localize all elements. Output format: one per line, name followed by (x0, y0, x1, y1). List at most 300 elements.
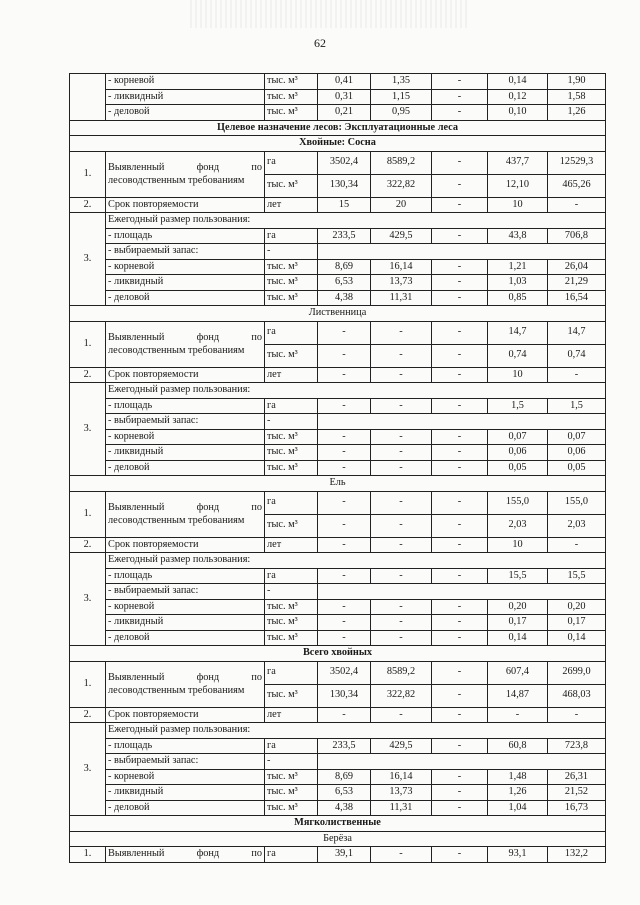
number-cell (70, 74, 106, 121)
value-cell: 1,90 (548, 74, 606, 90)
data-table (69, 73, 606, 863)
stock-row (70, 584, 606, 600)
value-cell: 0,10 (488, 105, 548, 121)
row-label: - выбираемый запас: (106, 584, 265, 600)
value-cell: 12,10 (488, 174, 548, 197)
fund-label-word: по (251, 672, 262, 683)
fund-label-word: Выявленный (108, 848, 165, 860)
item-number: 3. (70, 383, 106, 476)
value-cell: - (488, 707, 548, 723)
area-row (70, 738, 606, 754)
row-label: - площадь (106, 228, 265, 244)
annual-header-row (70, 383, 606, 399)
fund-label-word: фонд (196, 332, 220, 343)
value-cell: - (318, 630, 371, 646)
fund-label-word: фонд (196, 162, 220, 173)
species-header-row (70, 306, 606, 322)
value-cell: 13,73 (371, 785, 432, 801)
unit-cell: тыс. м³ (265, 445, 318, 461)
row-label: - ликвидный (106, 615, 265, 631)
value-cell: 0,06 (548, 445, 606, 461)
value-cell: 155,0 (488, 491, 548, 514)
value-cell: 13,73 (371, 275, 432, 291)
value-cell: 2,03 (548, 514, 606, 537)
section-header-row (70, 646, 606, 662)
value-cell: 0,07 (548, 429, 606, 445)
unit-cell: га (265, 661, 318, 684)
unit-cell: тыс. м³ (265, 89, 318, 105)
value-cell: 20 (371, 197, 432, 213)
section-header-row (70, 136, 606, 152)
stock-detail-row (70, 630, 606, 646)
value-cell: 0,17 (548, 615, 606, 631)
row-label: - выбираемый запас: (106, 754, 265, 770)
value-cell: - (432, 290, 488, 306)
value-cell: - (432, 74, 488, 90)
value-cell: - (318, 460, 371, 476)
value-cell: - (432, 445, 488, 461)
unit-cell: тыс. м³ (265, 105, 318, 121)
species-title: Берёза (70, 831, 606, 847)
value-cell: 1,26 (548, 105, 606, 121)
value-cell: 0,31 (318, 89, 371, 105)
value-cell: - (432, 89, 488, 105)
value-cell: 14,87 (488, 684, 548, 707)
value-cell: 10 (488, 197, 548, 213)
row-label: - выбираемый запас: (106, 414, 265, 430)
fund-label-first-line (108, 849, 262, 859)
value-cell: 0,14 (488, 630, 548, 646)
unit-cell: тыс. м³ (265, 174, 318, 197)
value-cell: 322,82 (371, 174, 432, 197)
value-cell: 322,82 (371, 684, 432, 707)
unit-cell: лет (265, 707, 318, 723)
value-cell: 0,12 (488, 89, 548, 105)
value-cell: 1,03 (488, 275, 548, 291)
value-cell: 39,1 (318, 847, 371, 863)
value-cell: 0,06 (488, 445, 548, 461)
fund-label-first-line (108, 671, 262, 684)
value-cell: 10 (488, 367, 548, 383)
value-cell: - (318, 429, 371, 445)
value-cell: - (318, 367, 371, 383)
value-cell: 607,4 (488, 661, 548, 684)
value-cell: - (371, 344, 432, 367)
fund-label-word: Выявленный (108, 502, 165, 513)
value-cell: - (371, 630, 432, 646)
fund-label (106, 847, 265, 863)
value-cell: - (432, 514, 488, 537)
row-label: - деловой (106, 800, 265, 816)
stock-row (70, 414, 606, 430)
value-cell: - (318, 344, 371, 367)
item-number: 3. (70, 213, 106, 306)
value-cell: - (432, 785, 488, 801)
fund-label (106, 321, 265, 367)
empty-cell (318, 244, 606, 260)
unit-cell: га (265, 321, 318, 344)
value-cell: 0,85 (488, 290, 548, 306)
value-cell: 6,53 (318, 785, 371, 801)
value-cell: 93,1 (488, 847, 548, 863)
unit-cell: - (265, 244, 318, 260)
value-cell: - (548, 197, 606, 213)
unit-cell: тыс. м³ (265, 275, 318, 291)
value-cell: - (432, 429, 488, 445)
row-label: - ликвидный (106, 275, 265, 291)
row-label: - деловой (106, 290, 265, 306)
stock-detail-row (70, 769, 606, 785)
value-cell: 132,2 (548, 847, 606, 863)
value-cell: 0,74 (548, 344, 606, 367)
value-cell: 0,74 (488, 344, 548, 367)
row-label: - корневой (106, 429, 265, 445)
period-row (70, 367, 606, 383)
value-cell: 16,14 (371, 769, 432, 785)
value-cell: 437,7 (488, 151, 548, 174)
value-cell: - (318, 537, 371, 553)
unit-cell: тыс. м³ (265, 429, 318, 445)
value-cell: - (318, 321, 371, 344)
unit-cell: га (265, 491, 318, 514)
value-cell: - (432, 151, 488, 174)
continuation-row (70, 74, 606, 90)
stock-detail-row (70, 275, 606, 291)
value-cell: - (432, 174, 488, 197)
value-cell: 8,69 (318, 769, 371, 785)
value-cell: - (371, 615, 432, 631)
item-number: 2. (70, 197, 106, 213)
fund-row (70, 847, 606, 863)
unit-cell: тыс. м³ (265, 769, 318, 785)
value-cell: - (432, 460, 488, 476)
value-cell: 60,8 (488, 738, 548, 754)
item-number: 1. (70, 847, 106, 863)
value-cell: - (432, 630, 488, 646)
value-cell: 16,14 (371, 259, 432, 275)
value-cell: - (432, 275, 488, 291)
value-cell: - (318, 398, 371, 414)
item-number: 2. (70, 707, 106, 723)
unit-cell: тыс. м³ (265, 684, 318, 707)
value-cell: - (432, 537, 488, 553)
value-cell: 3502,4 (318, 151, 371, 174)
row-label: - корневой (106, 74, 265, 90)
value-cell: - (432, 491, 488, 514)
fund-label-rest: лесоводственным требованиям (108, 175, 245, 186)
value-cell: - (432, 228, 488, 244)
value-cell: 21,29 (548, 275, 606, 291)
fund-label-first-line (108, 501, 262, 514)
fund-label-word: фонд (196, 502, 220, 513)
value-cell: - (371, 707, 432, 723)
fund-label-word: по (251, 162, 262, 173)
annual-header-row (70, 723, 606, 739)
unit-cell: - (265, 754, 318, 770)
fund-label (106, 491, 265, 537)
value-cell: 12529,3 (548, 151, 606, 174)
unit-cell: тыс. м³ (265, 460, 318, 476)
value-cell: - (432, 707, 488, 723)
value-cell: 8589,2 (371, 661, 432, 684)
unit-cell: га (265, 568, 318, 584)
value-cell: 15,5 (488, 568, 548, 584)
unit-cell: тыс. м³ (265, 290, 318, 306)
row-label: - деловой (106, 460, 265, 476)
section-header-row (70, 120, 606, 136)
species-header-row (70, 831, 606, 847)
row-label: - ликвидный (106, 89, 265, 105)
row-label: - корневой (106, 769, 265, 785)
row-label: Ежегодный размер пользования: (106, 723, 606, 739)
stock-detail-row (70, 290, 606, 306)
unit-cell: тыс. м³ (265, 74, 318, 90)
value-cell: - (318, 599, 371, 615)
unit-cell: га (265, 151, 318, 174)
unit-cell: га (265, 398, 318, 414)
unit-cell: тыс. м³ (265, 259, 318, 275)
row-label: Срок повторяемости (106, 707, 265, 723)
row-label: Ежегодный размер пользования: (106, 383, 606, 399)
value-cell: 1,26 (488, 785, 548, 801)
fund-label-rest: лесоводственным требованиям (108, 685, 245, 696)
value-cell: 15,5 (548, 568, 606, 584)
row-label: - корневой (106, 599, 265, 615)
value-cell: 0,14 (488, 74, 548, 90)
stock-detail-row (70, 800, 606, 816)
row-label: Срок повторяемости (106, 197, 265, 213)
section-header-row (70, 816, 606, 832)
unit-cell: - (265, 584, 318, 600)
value-cell: 2699,0 (548, 661, 606, 684)
value-cell: 429,5 (371, 228, 432, 244)
value-cell: 130,34 (318, 174, 371, 197)
value-cell: - (371, 398, 432, 414)
value-cell: - (318, 615, 371, 631)
value-cell: - (432, 568, 488, 584)
value-cell: 15 (318, 197, 371, 213)
value-cell: 130,34 (318, 684, 371, 707)
unit-cell: - (265, 414, 318, 430)
value-cell: 21,52 (548, 785, 606, 801)
value-cell: - (371, 599, 432, 615)
section-title: Всего хвойных (70, 646, 606, 662)
value-cell: - (318, 707, 371, 723)
fund-label (106, 661, 265, 707)
value-cell: - (432, 599, 488, 615)
value-cell: 1,5 (548, 398, 606, 414)
fund-row (70, 151, 606, 174)
fund-label-word: по (251, 332, 262, 343)
fund-label-rest: лесоводственным требованиям (108, 345, 245, 356)
empty-cell (318, 754, 606, 770)
value-cell: 0,05 (488, 460, 548, 476)
value-cell: - (371, 847, 432, 863)
row-label: - ликвидный (106, 445, 265, 461)
fund-label-word: по (251, 848, 262, 860)
value-cell: 0,21 (318, 105, 371, 121)
fund-row (70, 491, 606, 514)
row-label: Срок повторяемости (106, 537, 265, 553)
unit-cell: тыс. м³ (265, 344, 318, 367)
value-cell: 4,38 (318, 800, 371, 816)
fund-label-word: по (251, 502, 262, 513)
value-cell: 233,5 (318, 228, 371, 244)
unit-cell: лет (265, 367, 318, 383)
value-cell: 0,41 (318, 74, 371, 90)
area-row (70, 228, 606, 244)
value-cell: - (432, 738, 488, 754)
stock-detail-row (70, 599, 606, 615)
row-label: - деловой (106, 105, 265, 121)
value-cell: - (432, 769, 488, 785)
species-title: Лиственница (70, 306, 606, 322)
value-cell: - (371, 514, 432, 537)
scan-noise (190, 0, 470, 28)
value-cell: - (432, 398, 488, 414)
value-cell: 6,53 (318, 275, 371, 291)
page-number: 62 (314, 36, 326, 50)
value-cell: 0,07 (488, 429, 548, 445)
item-number: 3. (70, 723, 106, 816)
annual-header-row (70, 553, 606, 569)
row-label: - ликвидный (106, 785, 265, 801)
unit-cell: лет (265, 197, 318, 213)
value-cell: - (371, 321, 432, 344)
stock-detail-row (70, 445, 606, 461)
item-number: 2. (70, 537, 106, 553)
value-cell: 706,8 (548, 228, 606, 244)
value-cell: 16,54 (548, 290, 606, 306)
area-row (70, 398, 606, 414)
value-cell: - (432, 367, 488, 383)
value-cell: 1,48 (488, 769, 548, 785)
value-cell: - (371, 445, 432, 461)
fund-label (106, 151, 265, 197)
value-cell: - (371, 537, 432, 553)
value-cell: 1,04 (488, 800, 548, 816)
empty-cell (318, 414, 606, 430)
area-row (70, 568, 606, 584)
fund-label-rest: лесоводственным требованиям (108, 515, 245, 526)
species-title: Ель (70, 476, 606, 492)
value-cell: - (432, 847, 488, 863)
item-number: 2. (70, 367, 106, 383)
item-number: 1. (70, 151, 106, 197)
value-cell: 0,05 (548, 460, 606, 476)
value-cell: - (371, 568, 432, 584)
stock-detail-row (70, 259, 606, 275)
unit-cell: тыс. м³ (265, 514, 318, 537)
value-cell: 1,5 (488, 398, 548, 414)
value-cell: - (432, 615, 488, 631)
value-cell: 26,31 (548, 769, 606, 785)
continuation-row (70, 89, 606, 105)
value-cell: 43,8 (488, 228, 548, 244)
value-cell: 0,95 (371, 105, 432, 121)
value-cell: 0,14 (548, 630, 606, 646)
stock-row (70, 244, 606, 260)
value-cell: 2,03 (488, 514, 548, 537)
stock-row (70, 754, 606, 770)
row-label: Ежегодный размер пользования: (106, 553, 606, 569)
value-cell: 468,03 (548, 684, 606, 707)
annual-header-row (70, 213, 606, 229)
item-number: 1. (70, 661, 106, 707)
row-label: Срок повторяемости (106, 367, 265, 383)
fund-row (70, 321, 606, 344)
value-cell: - (432, 321, 488, 344)
section-title: Целевое назначение лесов: Эксплуатационные леса (70, 120, 606, 136)
period-row (70, 197, 606, 213)
value-cell: 14,7 (488, 321, 548, 344)
unit-cell: га (265, 847, 318, 863)
fund-label-word: фонд (196, 848, 220, 860)
value-cell: 8,69 (318, 259, 371, 275)
value-cell: 3502,4 (318, 661, 371, 684)
value-cell: - (371, 367, 432, 383)
value-cell: 465,26 (548, 174, 606, 197)
row-label: Ежегодный размер пользования: (106, 213, 606, 229)
unit-cell: тыс. м³ (265, 615, 318, 631)
value-cell: 10 (488, 537, 548, 553)
value-cell: 233,5 (318, 738, 371, 754)
value-cell: 4,38 (318, 290, 371, 306)
value-cell: - (432, 105, 488, 121)
row-label: - площадь (106, 568, 265, 584)
stock-detail-row (70, 785, 606, 801)
unit-cell: тыс. м³ (265, 630, 318, 646)
stock-detail-row (70, 615, 606, 631)
unit-cell: тыс. м³ (265, 800, 318, 816)
value-cell: 1,35 (371, 74, 432, 90)
unit-cell: га (265, 738, 318, 754)
value-cell: - (371, 491, 432, 514)
value-cell: - (432, 344, 488, 367)
item-number: 1. (70, 321, 106, 367)
value-cell: 14,7 (548, 321, 606, 344)
value-cell: 429,5 (371, 738, 432, 754)
value-cell: - (318, 514, 371, 537)
row-label: - выбираемый запас: (106, 244, 265, 260)
value-cell: - (432, 684, 488, 707)
value-cell: - (432, 800, 488, 816)
stock-detail-row (70, 429, 606, 445)
fund-label-word: Выявленный (108, 162, 165, 173)
fund-label-word: фонд (196, 672, 220, 683)
value-cell: - (432, 661, 488, 684)
value-cell: - (548, 707, 606, 723)
period-row (70, 707, 606, 723)
section-title: Мягколиственные (70, 816, 606, 832)
value-cell: 16,73 (548, 800, 606, 816)
value-cell: - (432, 259, 488, 275)
value-cell: 8589,2 (371, 151, 432, 174)
period-row (70, 537, 606, 553)
row-label: - деловой (106, 630, 265, 646)
value-cell: 1,21 (488, 259, 548, 275)
item-number: 1. (70, 491, 106, 537)
fund-row (70, 661, 606, 684)
value-cell: 0,17 (488, 615, 548, 631)
value-cell: 11,31 (371, 800, 432, 816)
value-cell: 1,15 (371, 89, 432, 105)
unit-cell: га (265, 228, 318, 244)
fund-label-word: Выявленный (108, 672, 165, 683)
section-title: Хвойные: Сосна (70, 136, 606, 152)
fund-label-first-line (108, 331, 262, 344)
value-cell: 1,58 (548, 89, 606, 105)
